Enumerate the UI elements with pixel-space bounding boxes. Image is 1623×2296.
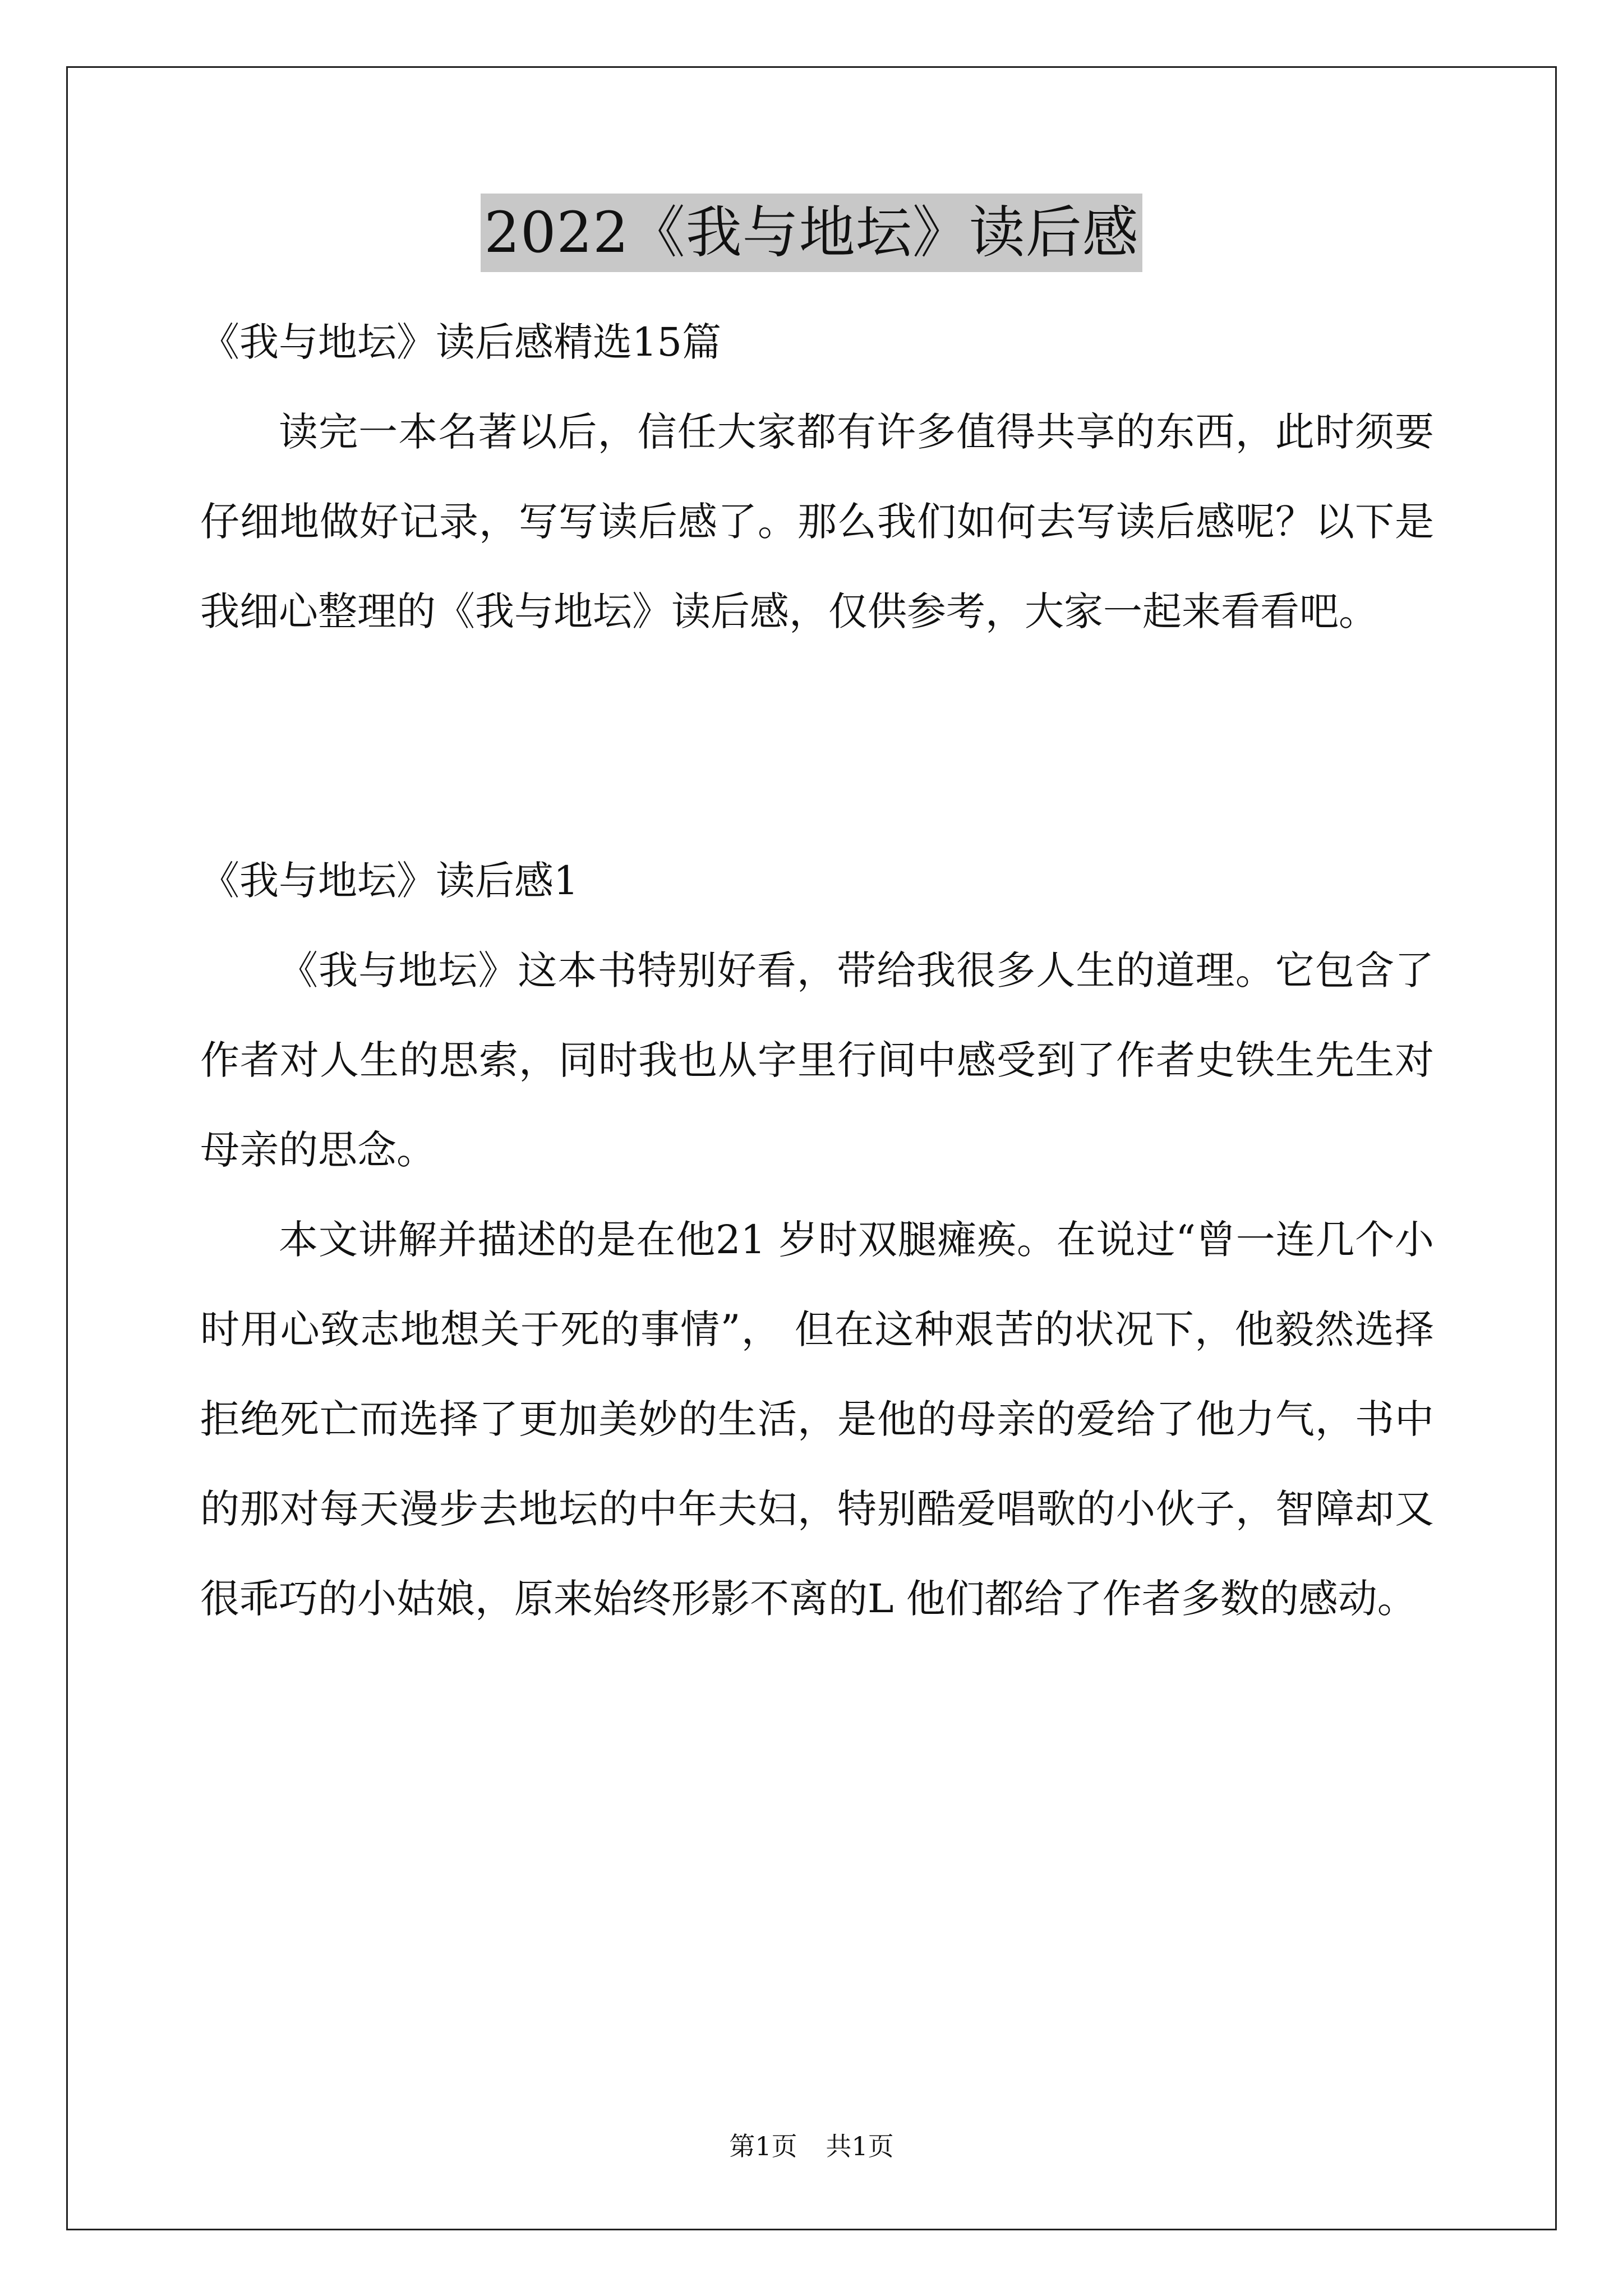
intro-paragraph: 读完一本名著以后，信任大家都有许多值得共享的东西，此时须要仔细地做好记录，写写读后感了。那么我们如何去写读后感呢？以下是我细心整理的《我与地坛》读后感，仅供参考，大家一起来看看吧。 xyxy=(200,409,1434,634)
page-total: 共1页 xyxy=(826,2131,894,2161)
body-paragraph-2: 本文讲解并描述的是在他21 岁时双腿瘫痪。在说过“曾一连几个小时用心致志地想关于死的事情”， 但在这种艰苦的状况下，他毅然选择拒绝死亡而选择了更加美妙的生活，是他的母亲的爱给了他力气，书中的那对每天漫步去地坛的中年夫妇，特别酷爱唱歌的小伙子，智障却又很乖巧的小姑娘，原来始终形影不离的L 他们都给了作者多数的感动。 xyxy=(200,1217,1434,1622)
section-heading: 《我与地坛》读后感1 xyxy=(200,858,579,904)
section-gap xyxy=(200,656,1434,836)
page-footer xyxy=(0,2126,1623,2163)
body-paragraph-1: 《我与地坛》这本书特别好看，带给我很多人生的道理。它包含了作者对人生的思索，同时我也从字里行间中感受到了作者史铁生先生对母亲的思念。 xyxy=(200,947,1434,1173)
page-number: 第1页 xyxy=(729,2131,797,2161)
document-subtitle: 《我与地坛》读后感精选15篇 xyxy=(200,319,722,365)
title-container xyxy=(0,194,1623,272)
document-body xyxy=(200,297,1434,1644)
document-title: 2022《我与地坛》读后感 xyxy=(481,194,1142,272)
